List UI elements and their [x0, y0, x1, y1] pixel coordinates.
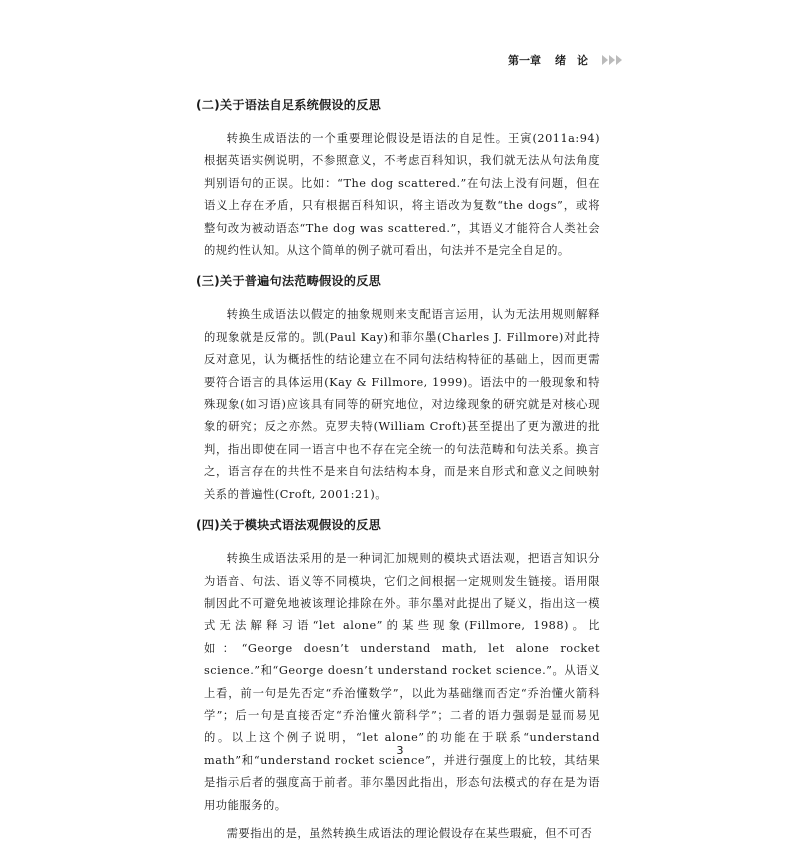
- chapter-title: 绪 论: [555, 54, 588, 67]
- paragraph: 需要指出的是，虽然转换生成语法的理论假设存在某些瑕疵，但不可否: [226, 826, 593, 840]
- triple-arrow-icon: [602, 54, 622, 66]
- section-4: [196, 512, 600, 845]
- section-3: [196, 268, 600, 506]
- section-heading: (三)关于普遍句法范畴假设的反思: [196, 274, 381, 289]
- page-number: 3: [396, 744, 404, 757]
- paragraph: 转换生成语法的一个重要理论假设是语法的自足性。王寅(2011a:94)根据英语实例说明，不参照意义，不考虑百科知识，我们就无法从句法角度判别语句的正误。比如：“The dog scattered.”在句法上没有问题，但在语义上存在矛盾，只有根据百科知识，将主语改为复数“the dogs”，或将整句改为被动语态“The dog was scattered.”，其语义才能符合人类社会的规约性认知。从这个简单的例子就可看出，句法并不是完全自足的。: [204, 132, 600, 258]
- section-2: [196, 92, 600, 262]
- section-heading: (四)关于模块式语法观假设的反思: [196, 518, 381, 533]
- chapter-number: 第一章: [508, 54, 541, 67]
- running-header: [508, 52, 622, 68]
- paragraph: 转换生成语法采用的是一种词汇加规则的模块式语法观，把语言知识分为语音、句法、语义等不同模块，它们之间根据一定规则发生链接。语用限制因此不可避免地被该理论排除在外。菲尔墨对此提出了疑义，指出这一模式无法解释习语“let alone”的某些现象(Fillmore, 1988)。比如：“George doesn’t understand math, let alone rocket science.”和“George doesn’t understand rocket science.”。从语义上看，前一句是先否定“乔治懂数学”，以此为基础继而否定“乔治懂火箭科学”；后一句是直接否定“乔治懂火箭科学”；二者的语力强弱是显而易见的。以上这个例子说明，“let alone”的功能在于联系“understand math”和“understand rocket science”，并进行强度上的比较，其结果是指示后者的强度高于前者。菲尔墨因此指出，形态句法模式的存在是为语用功能服务的。: [204, 552, 600, 812]
- main-text: [196, 92, 600, 851]
- paragraph: 转换生成语法以假定的抽象规则来支配语言运用，认为无法用规则解释的现象就是反常的。凯(Paul Kay)和菲尔墨(Charles J. Fillmore)对此持反对意见，认为概括性的结论建立在不同句法结构特征的基础上，因而更需要符合语言的具体运用(Kay & Fillmore, 1999)。语法中的一般现象和特殊现象(如习语)应该具有同等的研究地位，对边缘现象的研究就是对核心现象的研究；反之亦然。克罗夫特(William Croft)甚至提出了更为激进的批判，指出即使在同一语言中也不存在完全统一的句法范畴和句法关系。换言之，语言存在的共性不是来自句法结构本身，而是来自形式和意义之间映射关系的普遍性(Croft, 2001:21)。: [204, 308, 600, 501]
- section-heading: (二)关于语法自足系统假设的反思: [196, 98, 381, 112]
